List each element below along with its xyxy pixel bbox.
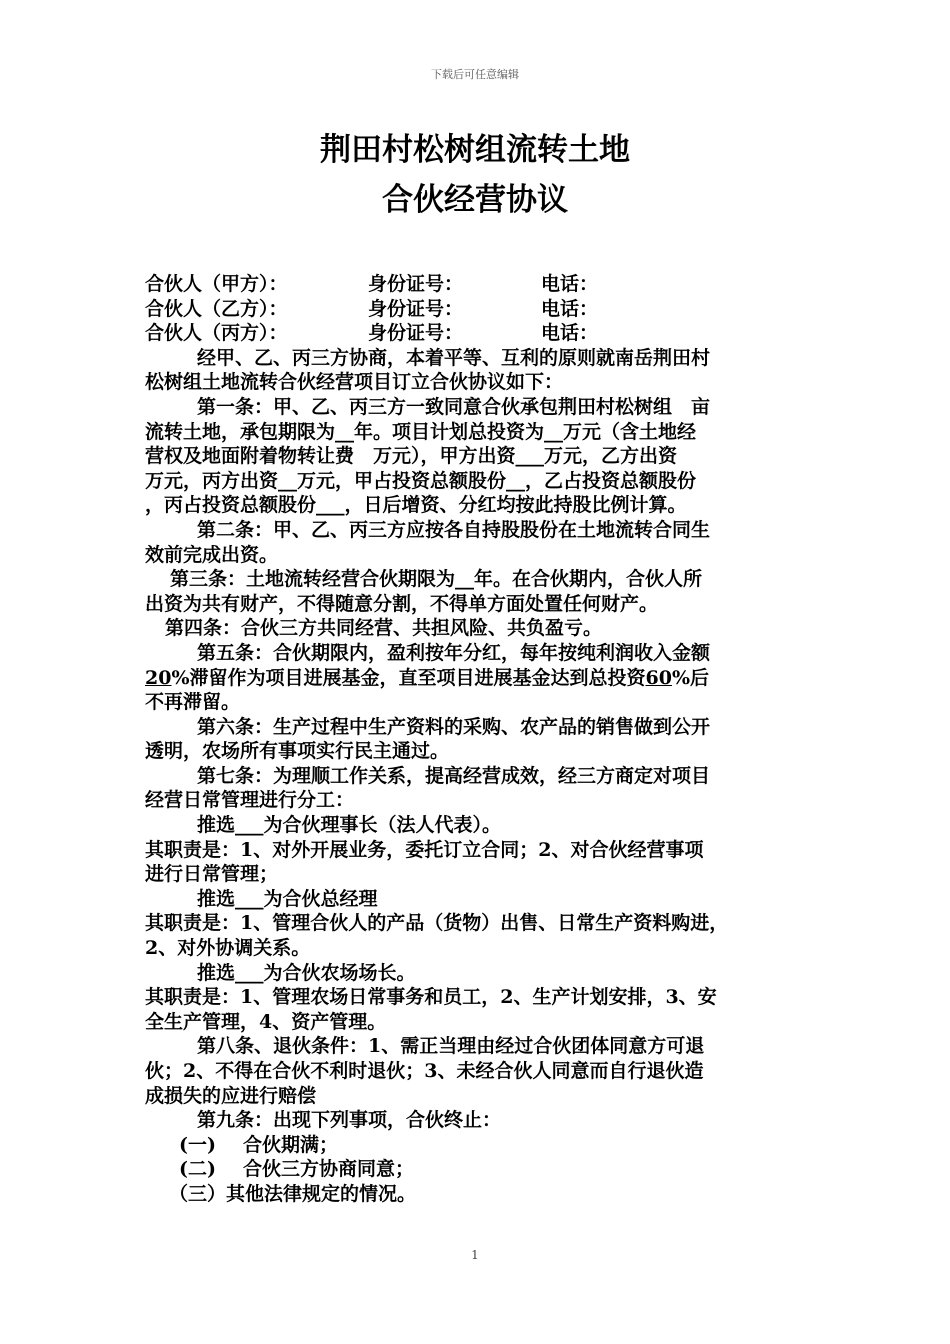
article-5-text: %滞留作为项目进展基金，直至项目进展基金达到总投资 (171, 666, 646, 689)
article-7-line: 经营日常管理进行分工： (145, 789, 355, 812)
article-8-line: 第八条、退伙条件：1、需正当理由经过合伙团体同意方可退 (197, 1035, 705, 1058)
intro-line: 松树组土地流转合伙经营项目订立合伙协议如下： (145, 371, 564, 394)
phone-label: 电话： (541, 273, 599, 295)
article-7-line: 其职责是：1、管理农场日常事务和员工，2、生产计划安排，3、安 (145, 986, 717, 1009)
header-note: 下载后可任意编辑 (431, 68, 519, 81)
article-6-line: 透明，农场所有事项实行民主通过。 (145, 740, 450, 763)
id-label: 身份证号： (368, 297, 464, 320)
article-7-line: 其职责是：1、管理合伙人的产品（货物）出售、日常生产资料购进， (145, 912, 729, 935)
retention-percent: 20 (145, 666, 172, 689)
list-number: (二) (179, 1158, 216, 1181)
article-1-line: 流转土地，承包期限为__年。项目计划总投资为__万元（含土地经 (145, 420, 697, 443)
article-1-line: 营权及地面附着物转让费 万元），甲方出资___万元，乙方出资 (145, 445, 678, 468)
phone-label: 电话： (541, 297, 599, 320)
article-5-text: %后 (671, 666, 710, 689)
article-3-line: 出资为共有财产，不得随意分割，不得单方面处置任何财产。 (145, 592, 659, 615)
list-text: 合伙三方协商同意； (243, 1158, 415, 1181)
article-3-line: 第三条：土地流转经营合伙期限为__年。在合伙期内，合伙人所 (170, 568, 703, 591)
article-1-line: 第一条：甲、乙、丙三方一致同意合伙承包荆田村松树组 亩 (197, 395, 711, 418)
termination-item: （三）其他法律规定的情况。 (169, 1182, 417, 1205)
list-number: (一) (179, 1133, 216, 1156)
article-5-line: 不再滞留。 (145, 691, 241, 714)
party-row-a (145, 272, 813, 297)
id-label: 身份证号： (368, 273, 464, 295)
article-7-line: 进行日常管理； (145, 863, 279, 886)
document-title-line2: 合伙经营协议 (382, 182, 568, 218)
intro-line: 经甲、乙、丙三方协商，本着平等、互利的原则就南岳荆田村 (197, 346, 711, 369)
document-title-line1: 荆田村松树组流转土地 (320, 132, 630, 168)
termination-item (145, 1133, 813, 1158)
page-number: 1 (471, 1248, 479, 1262)
article-7-line: 推选___为合伙总经理 (197, 887, 378, 910)
partner-label: 合伙人（丙方）： (145, 322, 288, 345)
article-7-line: 其职责是：1、对外开展业务，委托订立合同；2、对合伙经营事项 (145, 838, 704, 861)
id-label: 身份证号： (368, 322, 464, 345)
article-2-line: 效前完成出资。 (145, 543, 279, 566)
article-7-line: 全生产管理，4、资产管理。 (145, 1010, 387, 1033)
article-2-line: 第二条：甲、乙、丙三方应按各自持股股份在土地流转合同生 (197, 518, 711, 541)
article-7-line: 2、对外协调关系。 (145, 937, 311, 960)
article-7-line: 推选___为合伙农场场长。 (197, 961, 416, 984)
article-1-line: 万元，丙方出资__万元，甲占投资总额股份__，乙占投资总额股份 (145, 469, 697, 492)
partner-label: 合伙人（甲方）： (145, 273, 288, 295)
article-4-line: 第四条：合伙三方共同经营、共担风险、共负盈亏。 (165, 617, 603, 640)
article-5-line (145, 666, 813, 691)
party-row-c (145, 321, 813, 346)
article-7-line: 第七条：为理顺工作关系，提高经营成效，经三方商定对项目 (197, 764, 711, 787)
article-1-line: ，丙占投资总额股份___，日后增资、分红均按此持股比例计算。 (145, 494, 687, 517)
agreement-body (145, 272, 813, 1207)
article-8-line: 成损失的应进行赔偿 (145, 1084, 317, 1107)
article-5-line: 第五条：合伙期限内，盈利按年分红，每年按纯利润收入金额 (197, 641, 711, 664)
article-7-line: 推选___为合伙理事长（法人代表）。 (197, 814, 502, 837)
list-text: 合伙期满； (243, 1133, 339, 1156)
party-row-b (145, 297, 813, 322)
termination-item (145, 1157, 813, 1182)
article-9-line: 第九条：出现下列事项，合伙终止： (197, 1109, 502, 1132)
partner-label: 合伙人（乙方）： (145, 297, 288, 320)
article-8-line: 伙；2、不得在合伙不利时退伙；3、未经合伙人同意而自行退伙造 (145, 1060, 704, 1082)
phone-label: 电话： (541, 322, 599, 345)
target-percent: 60 (645, 666, 672, 689)
article-6-line: 第六条：生产过程中生产资料的采购、农产品的销售做到公开 (197, 715, 711, 738)
